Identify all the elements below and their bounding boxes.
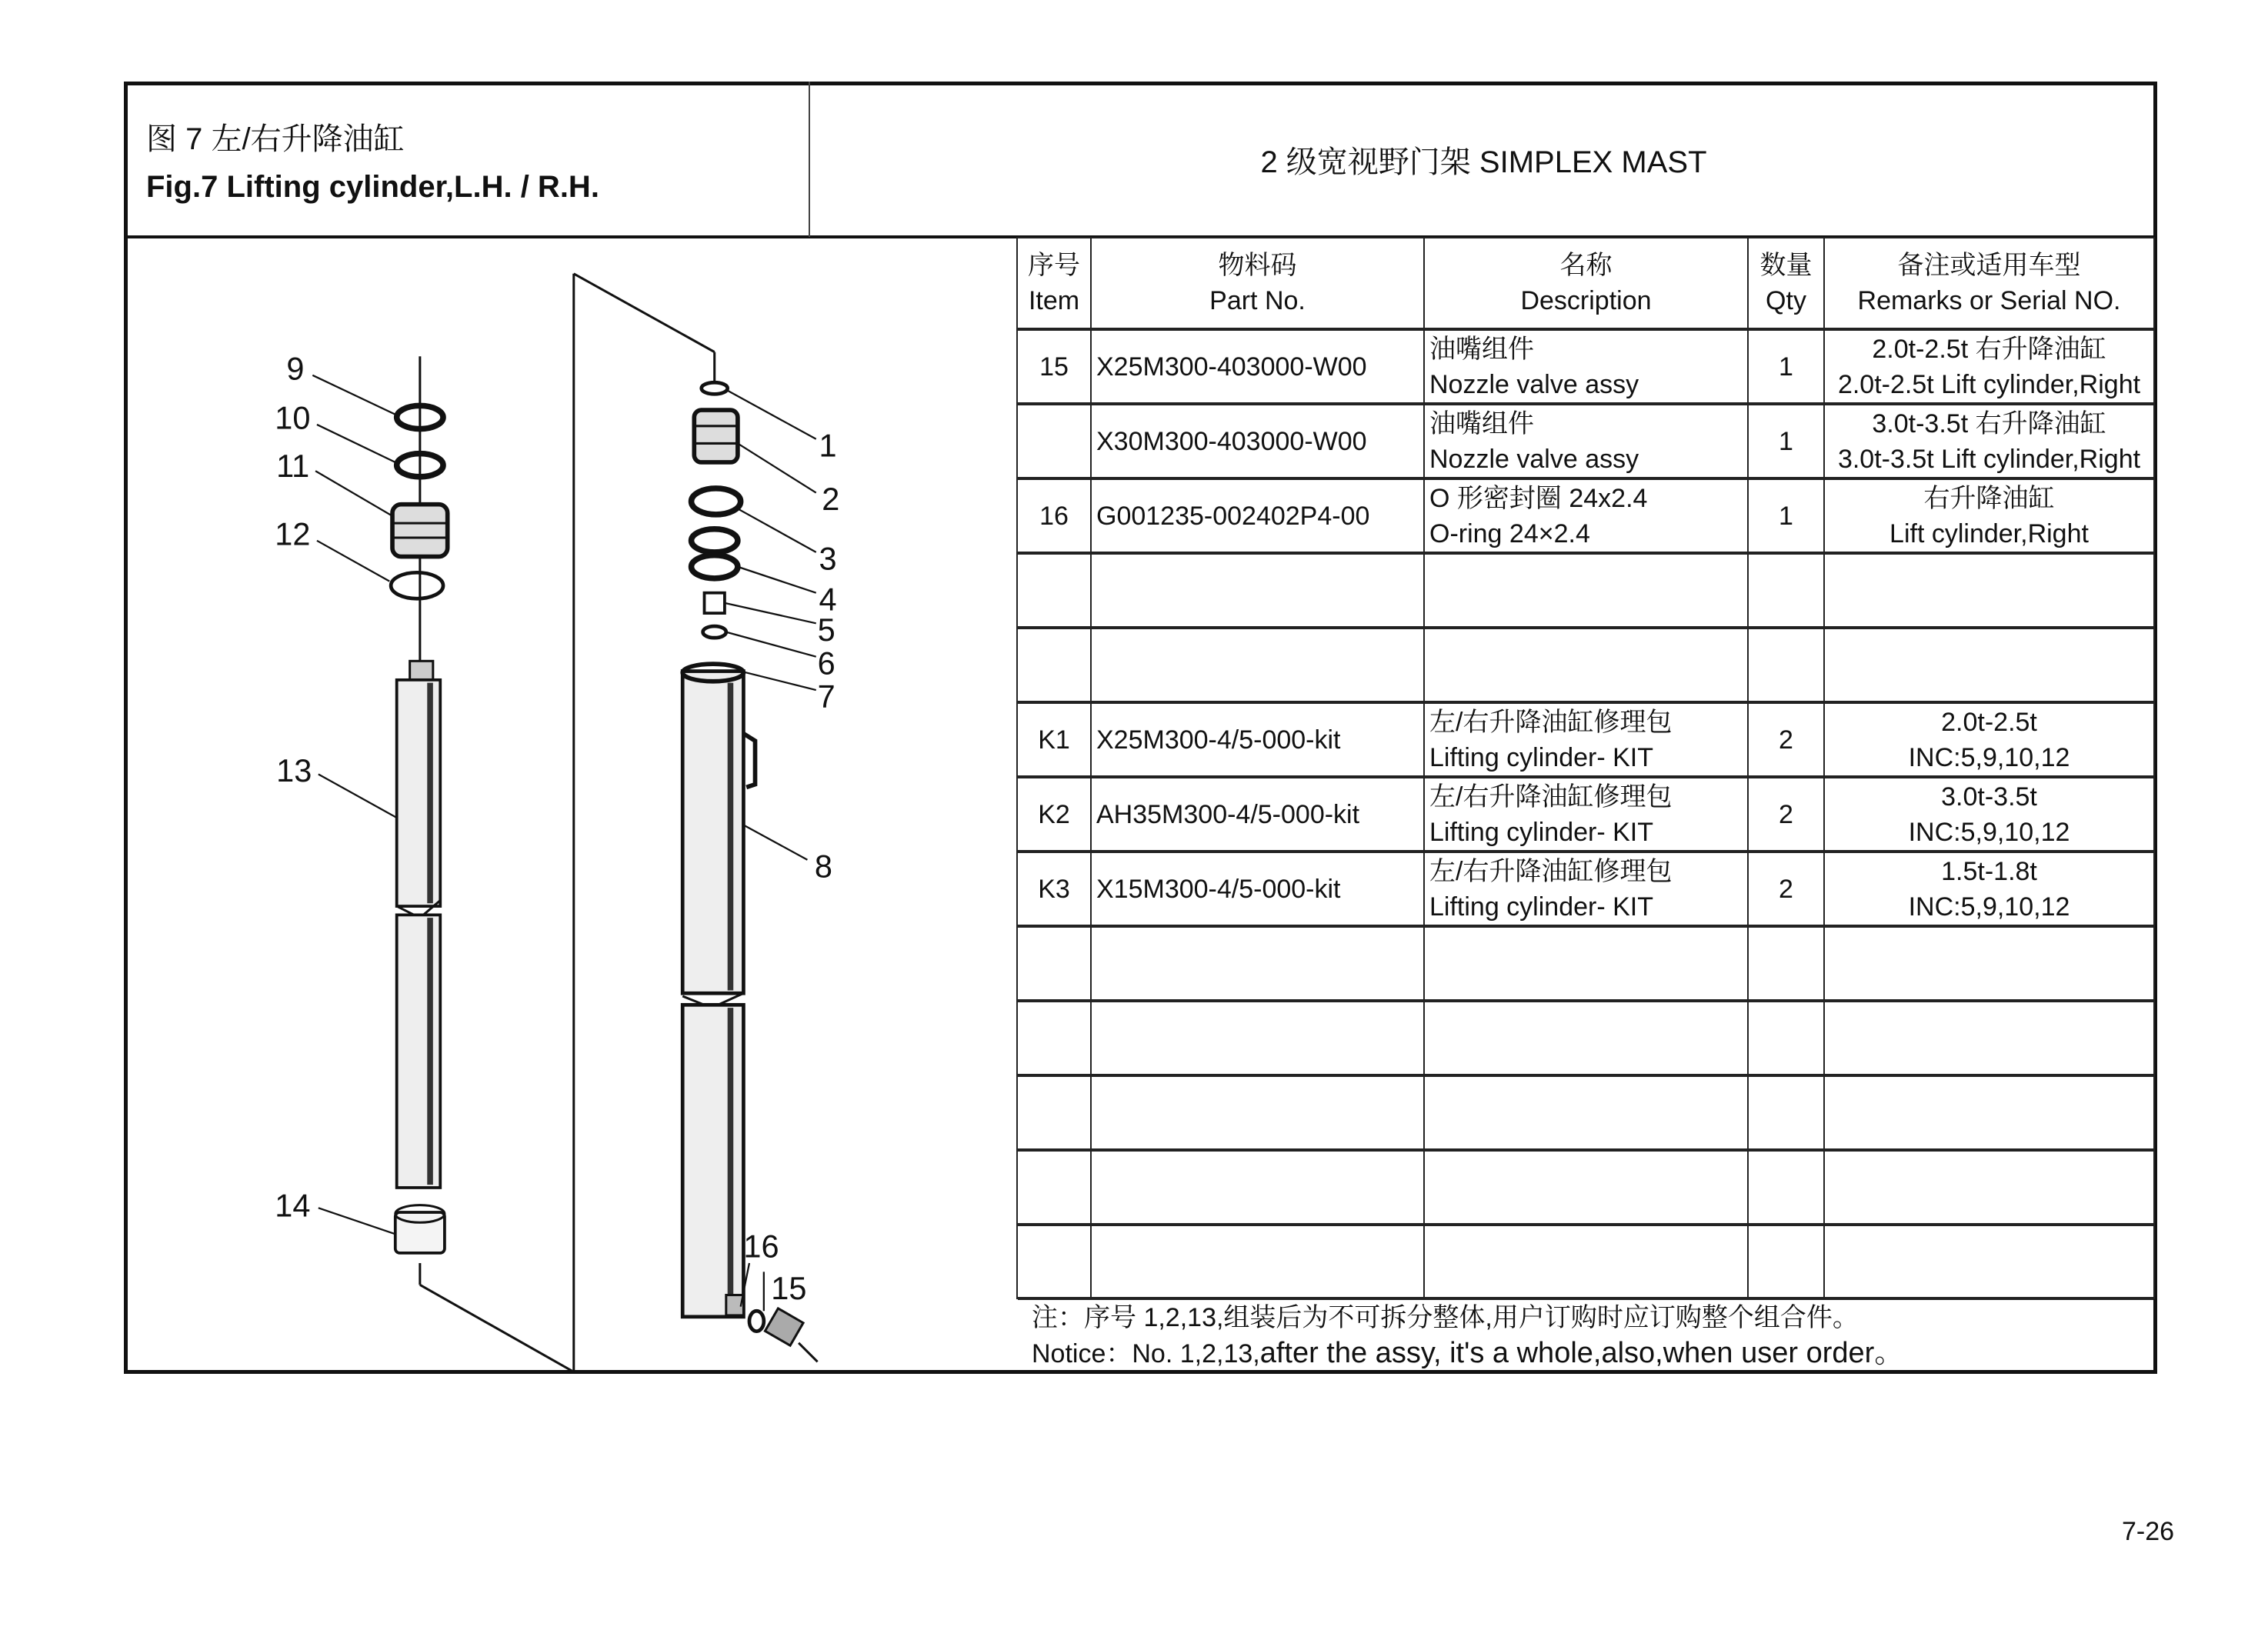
cell-part-no: X25M300-403000-W00: [1091, 329, 1424, 404]
table-header-row: [1017, 238, 2154, 329]
callout-2: 2: [822, 481, 840, 518]
cell-qty: [1748, 1001, 1824, 1075]
col-remarks: 备注或适用车型 Remarks or Serial NO.: [1824, 238, 2154, 329]
cell-description: [1424, 1150, 1748, 1225]
callout-15: 15: [771, 1270, 807, 1307]
cell-description: 左/右升降油缸修理包 Lifting cylinder- KIT: [1424, 852, 1748, 926]
cell-qty: [1748, 1225, 1824, 1298]
callout-16: 16: [743, 1228, 779, 1265]
cell-remarks: 1.5t-1.8t INC:5,9,10,12: [1824, 852, 2154, 926]
table-row: [1017, 329, 2154, 404]
cell-item: K2: [1017, 777, 1091, 852]
callout-1: 1: [819, 427, 837, 464]
cell-item: [1017, 628, 1091, 702]
table-row: [1017, 702, 2154, 777]
cell-item: [1017, 1075, 1091, 1150]
cell-remarks: 右升降油缸 Lift cylinder,Right: [1824, 478, 2154, 553]
cell-description: [1424, 1225, 1748, 1298]
cell-part-no: G001235-002402P4-00: [1091, 478, 1424, 553]
callout-4: 4: [819, 581, 837, 618]
cell-part-no: [1091, 553, 1424, 628]
exploded-parts-diagram: [125, 238, 1016, 1372]
cell-description: O 形密封圈 24x2.4 O-ring 24×2.4: [1424, 478, 1748, 553]
notice: [1018, 1297, 2153, 1370]
figure-title-en: Fig.7 Lifting cylinder,L.H. / R.H.: [146, 170, 599, 204]
cell-remarks: [1824, 1150, 2154, 1225]
cell-item: 15: [1017, 329, 1091, 404]
cell-remarks: 2.0t-2.5t INC:5,9,10,12: [1824, 702, 2154, 777]
cell-item: 16: [1017, 478, 1091, 553]
callout-11: 11: [276, 447, 310, 484]
col-qty: 数量 Qty: [1748, 238, 1824, 329]
cell-description: 左/右升降油缸修理包 Lifting cylinder- KIT: [1424, 777, 1748, 852]
table-row: [1017, 628, 2154, 702]
cell-qty: [1748, 1150, 1824, 1225]
table-row: [1017, 1150, 2154, 1225]
cell-remarks: [1824, 628, 2154, 702]
cell-remarks: [1824, 553, 2154, 628]
mast-title-text: 2 级宽视野门架 SIMPLEX MAST: [1260, 145, 1707, 179]
cell-remarks: 2.0t-2.5t 右升降油缸 2.0t-2.5t Lift cylinder,Right: [1824, 329, 2154, 404]
cell-qty: 2: [1748, 777, 1824, 852]
guide-line: [420, 1285, 574, 1372]
cell-item: [1017, 1001, 1091, 1075]
cell-description: [1424, 1001, 1748, 1075]
table-row: [1017, 852, 2154, 926]
cell-remarks: 3.0t-3.5t INC:5,9,10,12: [1824, 777, 2154, 852]
table-row: [1017, 553, 2154, 628]
table-row: [1017, 1075, 2154, 1150]
cell-qty: [1748, 926, 1824, 1001]
figure-title-cn: 图 7 左/右升降油缸: [146, 122, 405, 156]
cell-part-no: X30M300-403000-W00: [1091, 404, 1424, 478]
cell-item: [1017, 553, 1091, 628]
cell-part-no: [1091, 1150, 1424, 1225]
cell-item: K1: [1017, 702, 1091, 777]
cell-part-no: [1091, 1225, 1424, 1298]
guide-line: [574, 274, 715, 352]
parts-table: [1016, 237, 2155, 1299]
page-number: 7-26: [2122, 1517, 2175, 1546]
cell-part-no: [1091, 1075, 1424, 1150]
cell-part-no: [1091, 926, 1424, 1001]
callout-13: 13: [276, 752, 312, 788]
cell-remarks: [1824, 926, 2154, 1001]
callout-3: 3: [819, 540, 837, 577]
col-item: 序号 Item: [1017, 238, 1091, 329]
callout-10: 10: [275, 399, 311, 436]
table-row: [1017, 404, 2154, 478]
table-row: [1017, 478, 2154, 553]
cell-remarks: [1824, 1225, 2154, 1298]
cell-description: [1424, 1075, 1748, 1150]
cell-description: [1424, 926, 1748, 1001]
notice-cn: 注：序号 1,2,13,组装后为不可拆分整体,用户订购时应订购整个组合件。: [1032, 1303, 1859, 1332]
cell-qty: 2: [1748, 852, 1824, 926]
callout-6: 6: [817, 645, 835, 682]
callout-labels: [275, 350, 839, 1306]
callout-12: 12: [275, 515, 311, 552]
col-part-no: 物料码 Part No.: [1091, 238, 1424, 329]
cell-description: [1424, 553, 1748, 628]
cell-qty: 1: [1748, 329, 1824, 404]
cell-item: [1017, 1225, 1091, 1298]
cell-description: 油嘴组件 Nozzle valve assy: [1424, 329, 1748, 404]
table-row: [1017, 1001, 2154, 1075]
cell-qty: [1748, 553, 1824, 628]
cell-item: [1017, 1150, 1091, 1225]
cell-part-no: AH35M300-4/5-000-kit: [1091, 777, 1424, 852]
cell-description: 油嘴组件 Nozzle valve assy: [1424, 404, 1748, 478]
table-row: [1017, 777, 2154, 852]
cell-remarks: [1824, 1075, 2154, 1150]
cell-part-no: [1091, 1001, 1424, 1075]
cell-part-no: X15M300-4/5-000-kit: [1091, 852, 1424, 926]
callout-14: 14: [275, 1187, 311, 1224]
left-cylinder-assembly: [391, 356, 448, 1253]
right-cylinder-assembly: [682, 352, 817, 1362]
cell-item: [1017, 404, 1091, 478]
cell-qty: 1: [1748, 478, 1824, 553]
cell-item: K3: [1017, 852, 1091, 926]
callout-8: 8: [814, 848, 832, 885]
figure-title: [146, 115, 599, 211]
cell-item: [1017, 926, 1091, 1001]
notice-en: Notice：No. 1,2,13,after the assy, it's a whole,also,when user order。: [1032, 1337, 1904, 1369]
cell-description: 左/右升降油缸修理包 Lifting cylinder- KIT: [1424, 702, 1748, 777]
cell-part-no: [1091, 628, 1424, 702]
cell-qty: 2: [1748, 702, 1824, 777]
cell-qty: 1: [1748, 404, 1824, 478]
table-row: [1017, 926, 2154, 1001]
callout-9: 9: [286, 350, 305, 387]
callout-7: 7: [817, 678, 835, 715]
cell-qty: [1748, 628, 1824, 702]
mast-title: [810, 82, 2157, 237]
table-row: [1017, 1225, 2154, 1298]
cell-remarks: 3.0t-3.5t 右升降油缸 3.0t-3.5t Lift cylinder,Right: [1824, 404, 2154, 478]
cell-remarks: [1824, 1001, 2154, 1075]
callout-5: 5: [817, 611, 835, 648]
cell-qty: [1748, 1075, 1824, 1150]
cell-description: [1424, 628, 1748, 702]
cell-part-no: X25M300-4/5-000-kit: [1091, 702, 1424, 777]
col-description: 名称 Description: [1424, 238, 1748, 329]
